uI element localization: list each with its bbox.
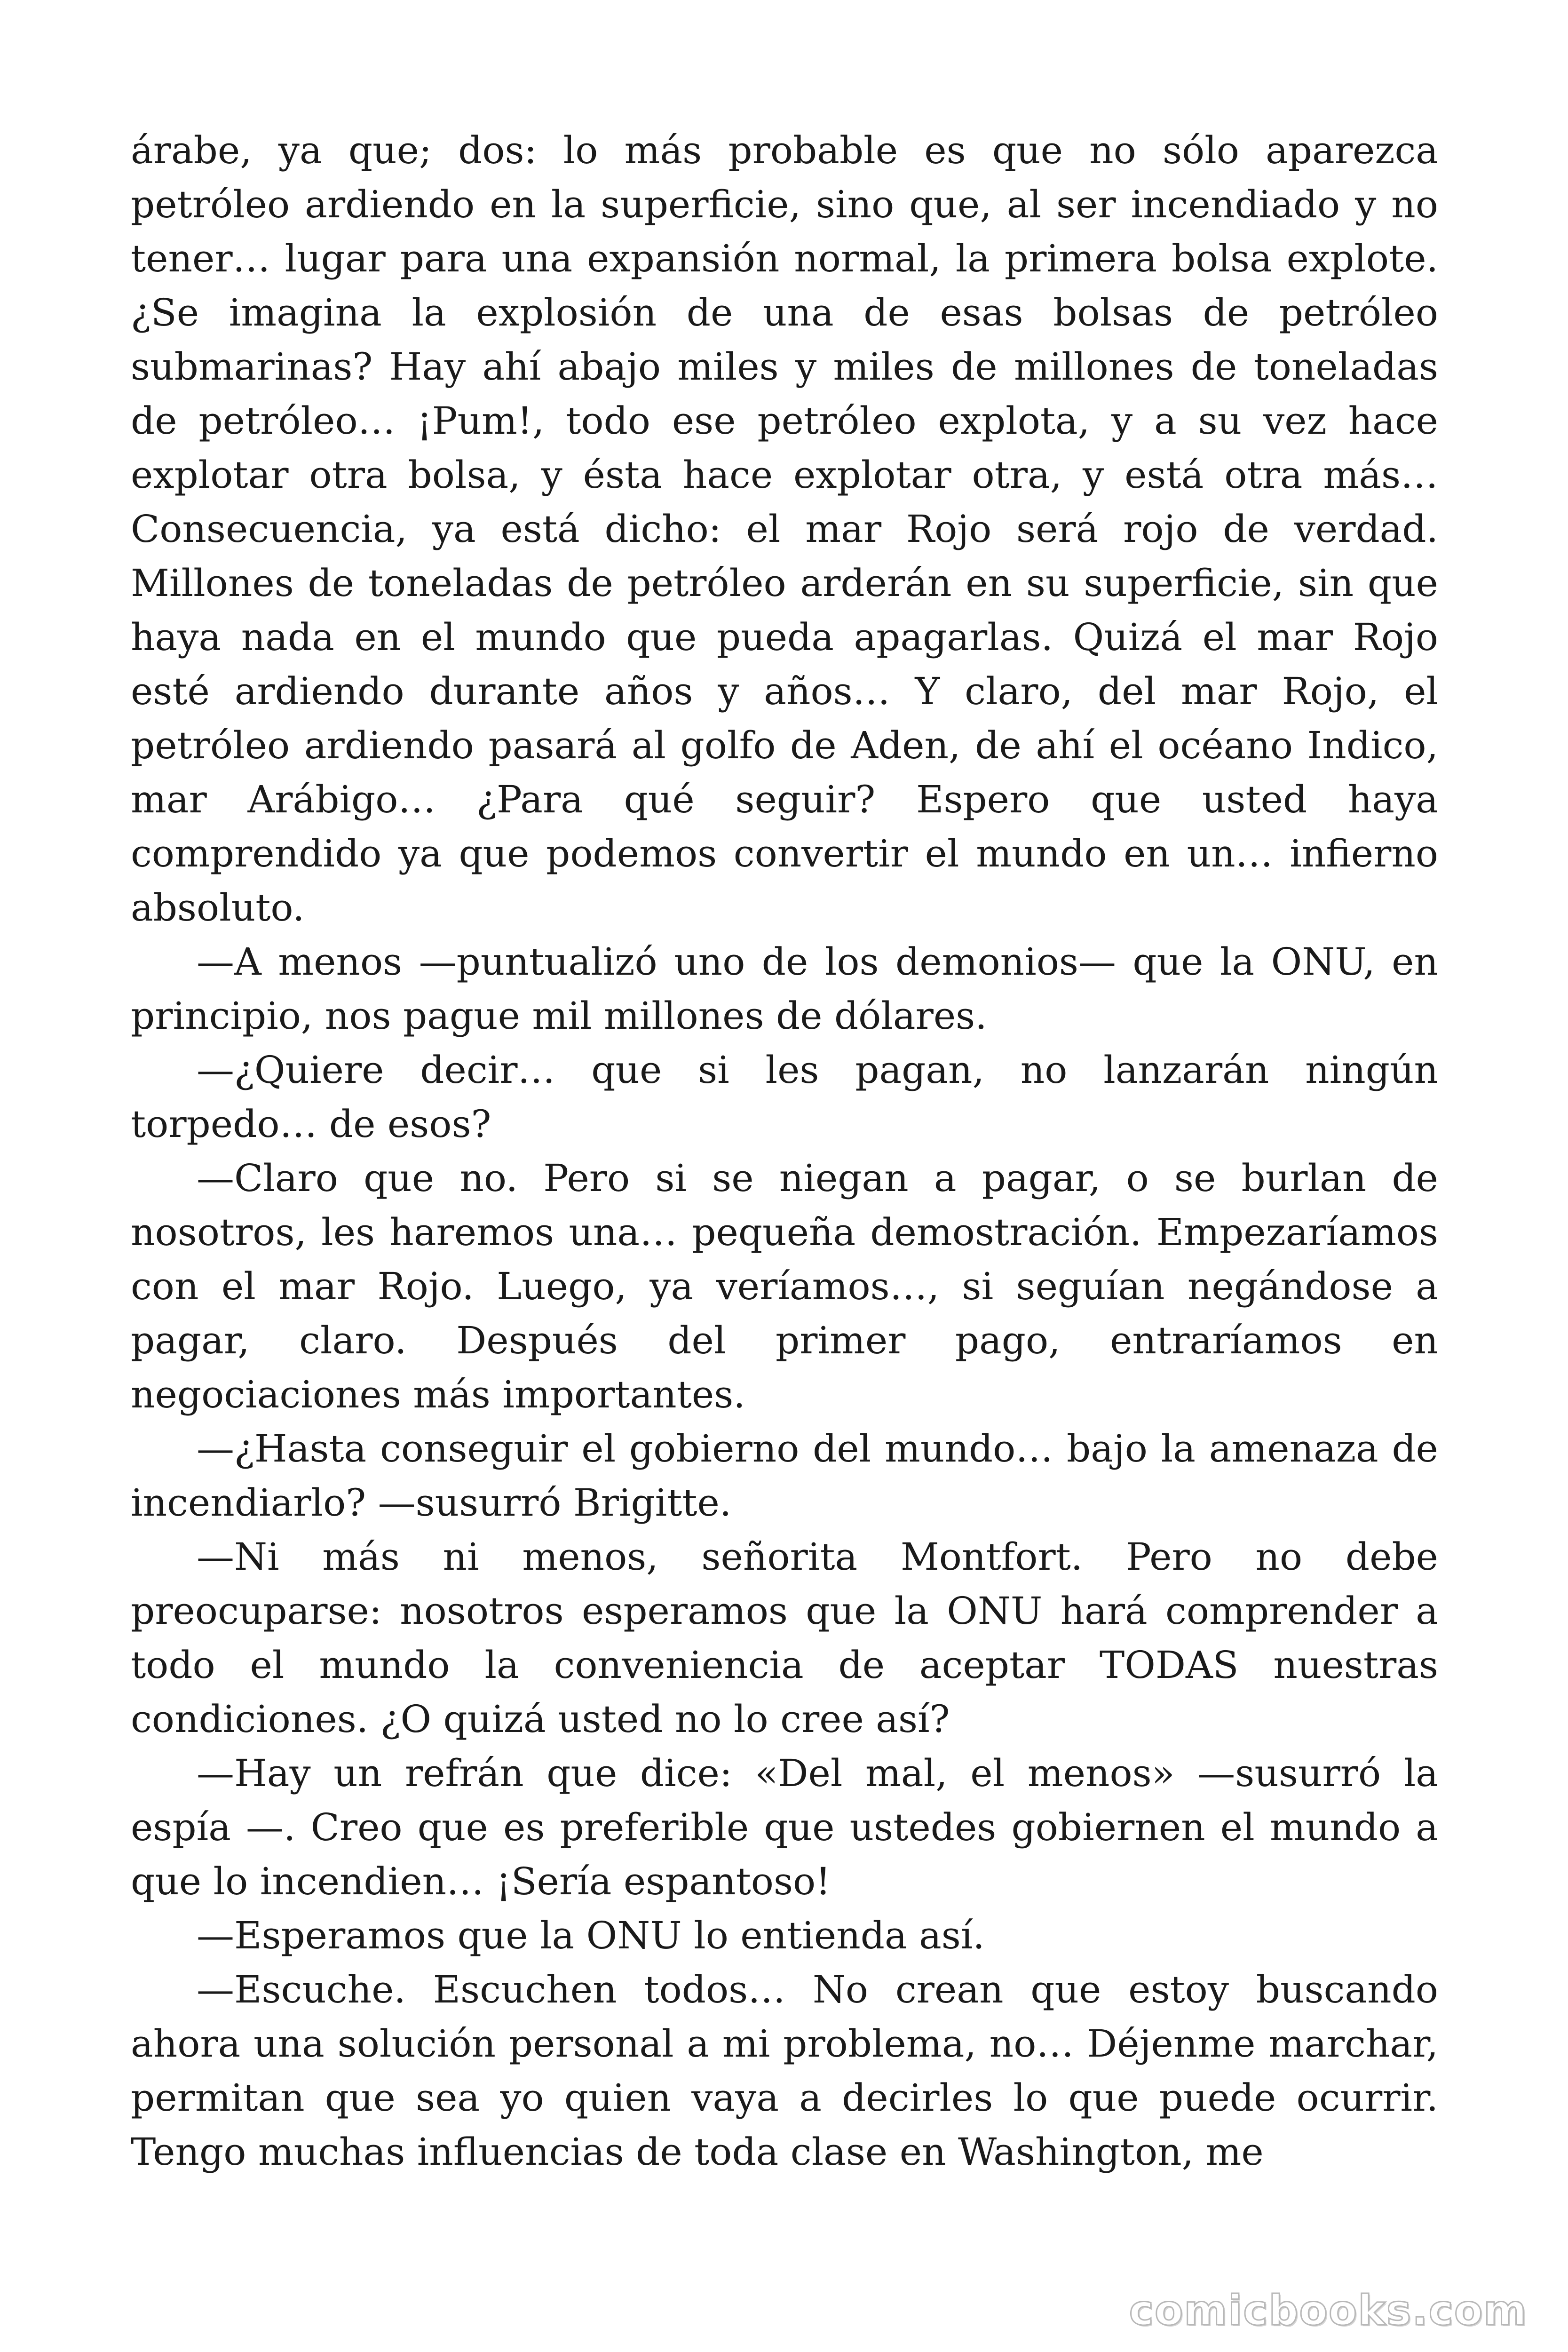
paragraph-1: árabe, ya que; dos: lo más probable es que no sólo aparezca petróleo ardiendo en la superficie, sino que, al ser incendiado y no tener… lugar para una expansión normal, la primera bolsa explote. ¿Se imagina la explosión de una de esas bolsas de petróleo submarinas? Hay ahí abajo miles y miles de millones de toneladas de petróleo… ¡Pum!, todo ese petróleo explota, y a su vez hace explotar otra bolsa, y ésta hace explotar otra, y está otra más… Consecuencia, ya está dicho: el mar Rojo será rojo de verdad. Millones de toneladas de petróleo arderán en su superficie, sin que haya nada en el mundo que pueda apagarlas. Quizá el mar Rojo esté ardiendo durante años y años… Y claro, del mar Rojo, el petróleo ardiendo pasará al golfo de Aden, de ahí el océano Indico, mar Arábigo… ¿Para qué seguir? Espero que usted haya comprendido ya que podemos convertir el mundo en un… infierno absoluto. — [131, 128, 1438, 930]
paragraph-7: —Hay un refrán que dice: «Del mal, el menos» —susurró la espía —. Creo que es preferible que ustedes gobiernen el mundo a que lo incendien… ¡Sería espantoso! — [131, 1751, 1438, 1903]
site-watermark: comicbooks.com — [1129, 2286, 1528, 2335]
paragraph-9: —Escuche. Escuchen todos… No crean que estoy buscando ahora una solución personal a mi problema, no… Déjenme marchar, permitan que sea yo quien vaya a decirles lo que puede ocurrir. Tengo muchas influencias de toda clase en Washington, me — [131, 1968, 1438, 2174]
paragraph-5: —¿Hasta conseguir el gobierno del mundo… bajo la amenaza de incendiarlo? —susurró Brigitte. — [131, 1427, 1438, 1525]
body-text — [131, 123, 1438, 2179]
paragraph-2: —A menos —puntualizó uno de los demonios— que la ONU, en principio, nos pague mil millones de dólares. — [131, 940, 1438, 1038]
paragraph-6: —Ni más ni menos, señorita Montfort. Pero no debe preocuparse: nosotros esperamos que la ONU hará comprender a todo el mundo la conveniencia de aceptar TODAS nuestras condiciones. ¿O quizá usted no lo cree así? — [131, 1535, 1438, 1741]
paragraph-8: —Esperamos que la ONU lo entienda así. — [197, 1914, 985, 1957]
paragraph-3: —¿Quiere decir… que si les pagan, no lanzarán ningún torpedo… de esos? — [131, 1048, 1438, 1146]
paragraph-4: —Claro que no. Pero si se niegan a pagar, o se burlan de nosotros, les haremos una… pequeña demostración. Empezaríamos con el mar Rojo. Luego, ya veríamos…, si seguían negándose a pagar, claro. Después del primer pago, entraríamos en negociaciones más importantes. — [131, 1156, 1438, 1416]
